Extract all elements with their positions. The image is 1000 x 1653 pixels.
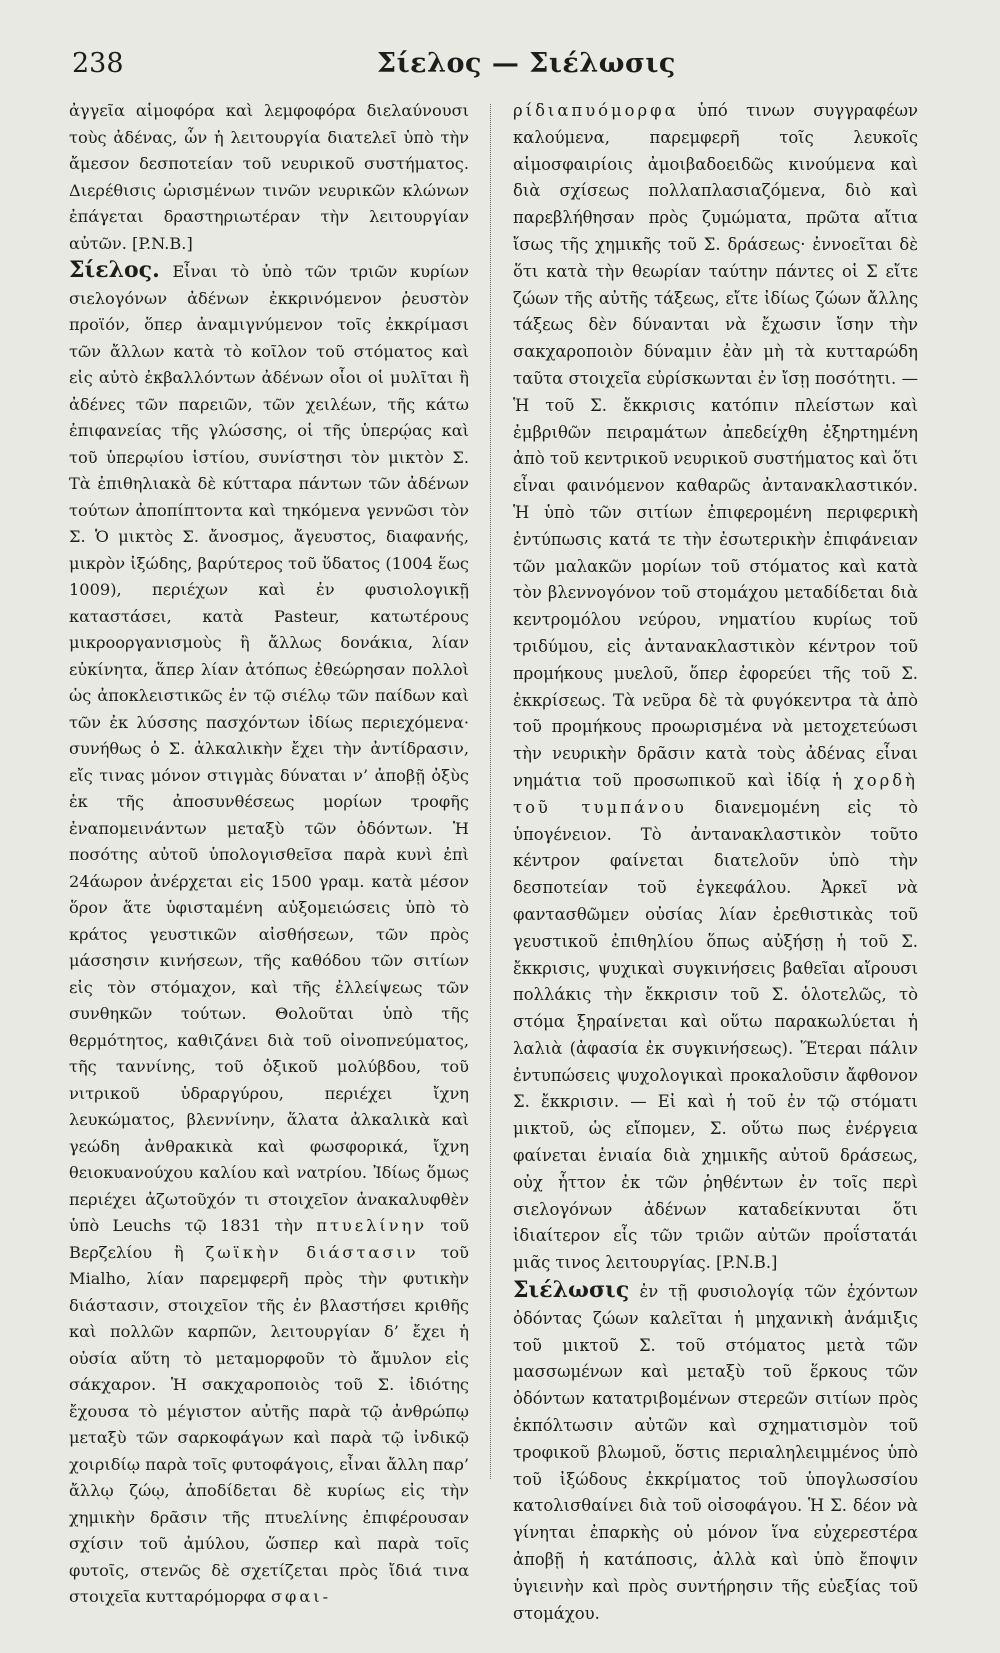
left-column	[69, 98, 469, 1611]
column-divider	[490, 104, 492, 1479]
page-number: 238	[72, 48, 124, 79]
paragraph-text: τοῦ Mialho, λίαν παρεμφερῆ πρὸς τὴν φυτικὴν διάστασιν, στοιχεῖον τῆς ἐν βλαστήσει κριθῆς καὶ πολλῶν καρπῶν, λειτουργίαν δ’ ἔχει ἡ οὐσία αὕτη τὸ μεταμορφοῦν τὸ ἄμυλον εἰς σάκχαρον. Ἡ σακχαροποιὸς τοῦ Σ. ἰδιότης ἔχουσα τὸ μέγιστον αὐτῆς παρὰ τῷ ἀνθρώπῳ μεταξὺ τῶν σαρκοφάγων καὶ παρὰ τῷ ἰνδικῷ χοιριδίῳ παρὰ τοῖς φυτοφάγοις, εἶναι ἄλλη παρ’ ἄλλῳ ζώῳ, ἀποδίδεται δὲ κυρίως εἰς τὴν χημικὴν δρᾶσιν τῆς πτυελίνης ἐπιφέρουσαν σχίσιν τοῦ ἀμύλου, ὥσπερ καὶ παρὰ τοῖς φυτοῖς, στενῶς δὲ σχετίζεται πρὸς ἴδιά τινα στοιχεῖα κυτταρόμορφα	[69, 1242, 469, 1606]
paragraph-text: ἐν τῇ φυσιολογίᾳ τῶν ἐχόντων ὀδόντας ζώων καλεῖται ἡ μηχανικὴ ἀνάμιξις τοῦ μικτοῦ Σ. τοῦ στόματος μετὰ τῶν μασσωμένων καὶ μεταξὺ τοῦ ἕρκους τῶν ὀδόντων κατατριβομένων στερεῶν σιτίων πρὸς ἐκπόλτωσιν αὐτῶν καὶ σχηματισμὸν τοῦ τροφικοῦ βλωμοῦ, ὅστις περιαληλειμμένος ὑπὸ τοῦ ἰξώδους ἐκκρίματος τοῦ ὑπογλωσσίου κατολισθαίνει διὰ τοῦ οἰσοφάγου. Ἡ Σ. δέον νὰ γίνηται ἐπαρκὴς οὐ μόνον ἵνα εὐχερεστέρα ἀποβῇ ἡ κατάποσις, ἀλλὰ καὶ ὑπὸ ἔποψιν ὑγιεινὴν καὶ πρὸς συντήρησιν τῆς εὐεξίας τοῦ στομάχου.	[513, 1282, 918, 1623]
paragraph-text: διανεμομένη εἰς τὸ ὑπογένειον. Τὸ ἀντανακλαστικὸν τοῦτο κέντρον φαίνεται διατελοῦν ὑπὸ τὴν δεσποτείαν τοῦ ἐγκεφάλου. Ἀρκεῖ νὰ φαντασθῶμεν οὐσίας λίαν ἐρεθιστικὰς τοῦ γευστικοῦ ἐπιθηλίου ὅπως αὐξήσῃ ἡ τοῦ Σ. ἔκκρισις, ψυχικαὶ συγκινήσεις βαθεῖαι αἴρουσι πολλάκις τὴν ἔκκρισιν τοῦ Σ. ὁλοτελῶς, τὸ στόμα ξηραίνεται καὶ οὕτω παρακωλύεται ἡ λαλιὰ (ἀφασία ἐκ συγκινήσεως). Ἕτεραι πάλιν ἐντυπώσεις ψυχολογικαὶ προκαλοῦσιν ἄφθονον Σ. ἔκκρισιν. — Εἰ καὶ ἡ τοῦ ἐν τῷ στόματι μικτοῦ, ὡς εἴπομεν, Σ. οὕτω πως ἐνέργεια φαίνεται ἑνιαία διὰ χημικῆς αὐτοῦ δράσεως, οὐχ ἧττον ἐκ τῶν ῥηθέντων ἐν τοῖς περὶ σιελογόνων ἀδένων καταδείκνυται ὅτι ἰδιαίτερον εἷς τῶν τριῶν αὐτῶν προΐστατάι μιᾶς τινος λειτουργίας. [P.N.B.]	[513, 797, 918, 1273]
paragraph-continuation	[69, 98, 469, 257]
entry-sielosis	[513, 1277, 918, 1627]
spaced-term: ζωϊκὴν διάστασιν	[205, 1242, 419, 1262]
running-head: Σίελος — Σιέλωσις	[377, 48, 676, 79]
entry-sielos-continued	[513, 98, 918, 1277]
page-header	[72, 48, 945, 88]
entry-headword: Σιέλωσις	[513, 1277, 630, 1304]
entry-headword: Σίελος.	[69, 257, 160, 283]
spaced-term: πτυελίνην	[316, 1216, 428, 1235]
right-column	[513, 98, 918, 1627]
paragraph-text: Εἶναι τὸ ὑπὸ τῶν τριῶν κυρίων σιελογόνων ἀδένων ἐκκρινόμενον ῥευστὸν προϊόν, ὅπερ ἀναμιγνύμενον τοῖς ἐκκρίμασι τῶν ἄλλων κατὰ τὸ κοῖλον τοῦ στόματος καὶ εἰς αὐτὸ ἐκβαλλόντων ἀδένων οἷοι οἱ μυλῖται ἢ ἀδένες τῶν παρειῶν, τῶν χειλέων, τῆς κάτω ἐπιφανείας τῆς γλώσσης, οἱ τῆς ὑπερῴας καὶ τοῦ ὑπερῳίου ἱστίου, συνίστησι τὸν μικτὸν Σ. Τὰ ἐπιθηλιακὰ δὲ κύτταρα πάντων τῶν ἀδένων τούτων ἀποπίπτοντα καὶ τηκόμενα γεννῶσι τὸν Σ. Ὁ μικτὸς Σ. ἄνοσμος, ἄγευστος, διαφανής, μικρὸν ἰξώδης, βαρύτερος τοῦ ὕδατος (1004 ἕως 1009), περιέχων καὶ ἐν φυσιολογικῇ καταστάσει, κατὰ Pasteur, κατωτέρους μικροοργανισμοὺς ἢ ἄλλως δονάκια, λίαν εὐκίνητα, ἅπερ λίαν ἀτόπως ἐθεώρησαν πολλοὶ ὡς ἀποκλειστικῶς ἐν τῷ σιέλῳ τῶν παίδων καὶ τῶν ἐκ λύσσης πασχόντων ἰδίως περιεχόμενα· συνήθως ὁ Σ. ἀλκαλικὴν ἔχει τὴν ἀντίδρασιν, εἴς τινας μόνον στιγμὰς δύναται ν’ ἀποβῇ ὀξὺς ἐκ τῆς ἀποσυνθέσεως μορίων τροφῆς ἐναπομεινάντων μεταξὺ τῶν ὀδόντων. Ἡ ποσότης αὐτοῦ ὑπολογισθεῖσα παρὰ κυνὶ ἐπὶ 24άωρον ἀνέρχεται εἰς 1500 γραμ. κατὰ μέσον ὅρον ἅτε ὑφισταμένη αὐξομειώσεις ὑπὸ τὸ κράτος γευστικῶν αἰσθήσεων, τῶν πρὸς μάσσησιν κινήσεων, τῆς καθόδου τῶν σιτίων εἰς τὸν στόμαχον, καὶ τῆς ἐλλείψεως τῶν συνθηκῶν τούτων. Θολοῦται ὑπὸ τῆς θερμότητος, καθιζάνει διὰ τοῦ οἰνοπνεύματος, τῆς ταννίνης, τοῦ ὀξικοῦ μολύβδου, τοῦ νιτρικοῦ ὑδραργύρου, περιέχει ἴχνη λευκώματος, βλεννίνην, ἅλατα ἀλκαλικὰ καὶ γεώδη ἀνθρακικὰ καὶ φωσφορικά, ἴχνη θειοκυανούχου καλίου καὶ νατρίου. Ἰδίως ὅμως περιέχει ἀζωτοῦχόν τι στοιχεῖον ἀνακαλυφθὲν ὑπὸ Leuchs τῷ 1831 τὴν	[69, 262, 469, 1235]
spaced-term: χορδὴ τοῦ τυμπάνου	[513, 770, 918, 817]
spaced-term: σφαι-	[270, 1587, 332, 1606]
paragraph-text: τοῦ Βερζελίου ἢ	[69, 1216, 470, 1262]
entry-sielos	[69, 257, 469, 1611]
paragraph-text: ὑπό τινων συγγραφέων καλούμενα, παρεμφερῆ τοῖς λευκοῖς αἱμοσφαιρίοις ἀμοιβαδοειδῶς κινούμενα καὶ διὰ σχίσεως πολλαπλασιαζόμενα, διὸ καὶ παρεβλήθησαν πρὸς ζυμώματα, πρῶτα αἴτια ἴσως τῆς χημικῆς τοῦ Σ. δράσεως· ἐννοεῖται δὲ ὅτι κατὰ τὴν θεωρίαν ταύτην πάντες οἱ Σ εἴτε ζώων τῆς αὐτῆς τάξεως, εἴτε ἰδίως ζώων ἄλλης τάξεως δὲν δύνανται νὰ ἔχωσιν ἴσην τὴν σακχαροποιὸν δύναμιν ἐὰν μὴ τὰ κυτταρώδη ταῦτα στοιχεῖα εὑρίσκωνται ἐν ἴσῃ ποσότητι. — Ἡ τοῦ Σ. ἔκκρισις κατόπιν πλείστων καὶ ἐμβριθῶν πειραμάτων ἀπεδείχθη ἐξηρτημένη ἀπὸ τοῦ κεντρικοῦ νευρικοῦ συστήματος καὶ ὅτι εἶναι φαινόμενον καθαρῶς ἀντανακλαστικόν. Ἡ ὑπὸ τῶν σιτίων ἐπιφερομένη περιφερικὴ ἐντύπωσις κατά τε τὴν ἐσωτερικὴν ἐπιφάνειαν τῶν μαλακῶν μορίων τοῦ στόματος καὶ κατὰ τὸν βλεννογόνον τοῦ στομάχου μεταδίδεται διὰ κεντρομόλου νεύρου, νηματίου κυρίως τοῦ τριδύμου, εἰς ἀντανακλαστικὸν κέντρον τοῦ προμήκους μυελοῦ, ὅπερ ἐφορεύει τῆς τοῦ Σ. ἐκκρίσεως. Τὰ νεῦρα δὲ τὰ φυγόκεντρα τὰ ἀπὸ τοῦ προμήκους προωρισμένα νὰ μετοχετεύωσι τὴν νευρικὴν δρᾶσιν κατὰ τοὺς ἀδένας εἶναι νημάτια τοῦ προσωπικοῦ καὶ ἰδίᾳ ἡ	[513, 101, 918, 790]
spaced-term: ρίδιαπυόμορφα	[513, 101, 679, 120]
paragraph-text: ἀγγεῖα αἱμοφόρα καὶ λεμφοφόρα διελαύνουσι τοὺς ἀδένας, ὧν ἡ λειτουργία διατελεῖ ὑπὸ τὴν ἄμεσον δεσποτείαν τοῦ νευρικοῦ συστήματος. Διερέθισις ὡρισμένων τινῶν νευρικῶν κλώνων ἐπάγεται δραστηριωτέραν τὴν λειτουργίαν αὐτῶν. [P.N.B.]	[69, 101, 469, 253]
